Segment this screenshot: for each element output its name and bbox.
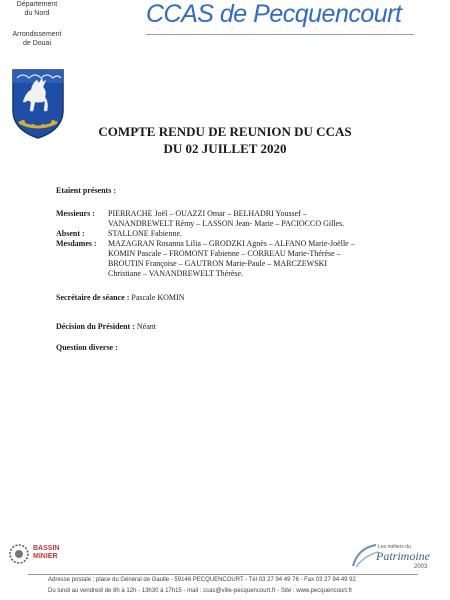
report-title-line2: DU 02 JUILLET 2020 <box>163 141 287 156</box>
footer-address: Adresse postale : place du Général de Gaulle - 59146 PECQUENCOURT - Tél 03 27 94 49 76 - Fax 03 27 94 49 92 <box>48 577 356 583</box>
mesdames-list <box>108 239 408 279</box>
decision-label: Décision du Président : <box>56 322 135 331</box>
mesdames-label: Mesdames : <box>56 239 97 248</box>
patrimoine-top-text: Les métiers du <box>378 544 411 550</box>
messieurs-label: Messieurs : <box>56 209 95 218</box>
mesdames-line: BROUTIN Françoise – GAUTRON Marie-Paule – MARCZEWSKI <box>108 259 328 268</box>
attendance-heading: Etaient présents : <box>56 186 116 195</box>
mesdames-line: Christiane – VANANDREWELT Thérèse. <box>108 269 244 278</box>
report-title-line1: COMPTE RENDU DE REUNION DU CCAS <box>98 124 352 139</box>
decision-line <box>56 322 156 332</box>
absent-value: STALLONE Fabienne. <box>108 229 183 238</box>
bassin-minier-logo <box>8 542 68 566</box>
secretary-value: Pascale KOMIN <box>131 293 185 302</box>
department-label <box>6 0 68 18</box>
secretary-label: Secrétaire de séance : <box>56 293 130 302</box>
mesdames-line: MAZAGRAN Rosanna Lilia – GRODZKI Agnès – ALFANO Marie-Joëlle – <box>108 239 355 248</box>
footer-divider <box>28 574 418 575</box>
mesdames-line: KOMIN Pascale – FROMONT Fabienne – CORREAU Marie-Thérèse – <box>108 249 341 258</box>
brand-underline <box>146 34 414 35</box>
patrimoine-script-text: Patrimoine <box>376 549 430 563</box>
bassin-text: BASSIN <box>33 545 60 552</box>
secretary-line <box>56 293 184 303</box>
arrondissement-text: Arrondissement de Douai <box>12 31 62 47</box>
question-label: Question diverse : <box>56 343 118 352</box>
department-text: Département du Nord <box>16 1 58 17</box>
decision-value: Néant <box>136 322 156 331</box>
footer-hours: Du lundi au vendredi de 8h à 12h - 13h30 à 17h15 - mail : ccas@ville-pecquencourt.fr - Site : www.pecquencourt.fr <box>48 588 353 594</box>
messieurs-line: VANANDREWELT Rémy – LASSON Jean- Marie – PACIOCCO Gilles. <box>108 219 345 228</box>
patrimoine-year-text: 2003 <box>414 564 428 570</box>
messieurs-line: PIERRACHE Joël – OUAZZI Omar – BELHADRI Youssef – <box>108 209 307 218</box>
town-crest-icon <box>9 66 67 140</box>
absent-label: Absent : <box>56 229 85 238</box>
ccas-brand-title: CCAS de Pecquencourt <box>146 0 402 28</box>
bassin-minier-emblem-icon <box>8 543 30 565</box>
minier-text: MINIER <box>33 553 58 560</box>
arrondissement-label <box>6 30 68 48</box>
messieurs-list <box>108 209 408 229</box>
patrimoine-logo <box>350 540 440 576</box>
